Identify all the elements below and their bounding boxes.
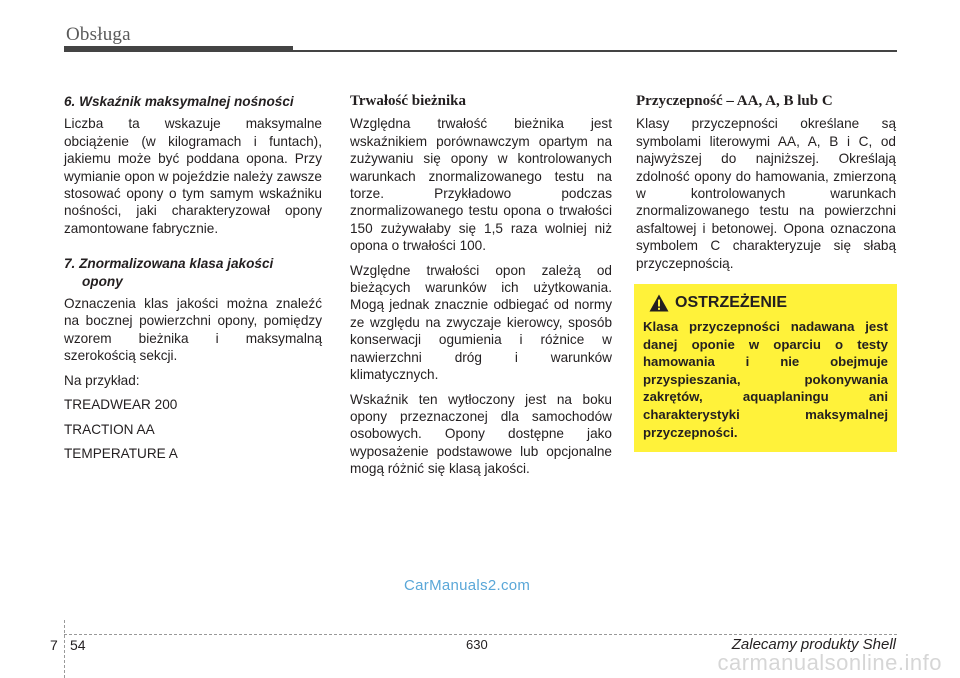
footer-section-number: 7 xyxy=(50,637,58,653)
treadwear-paragraph-2: Względne trwałości opon zależą od bieżących warunków ich użytkowania. Mogą jednak znacznie odbiegać od normy ze względu na zwyczaje kierowcy, sposób konserwacji ogumienia i różnice w nawierzchni dróg i warunków klimatycznych. xyxy=(350,262,612,383)
section-heading-quality-grade xyxy=(64,255,322,290)
footer-separator xyxy=(64,620,65,678)
quality-grade-paragraph: Oznaczenia klas jakości można znaleźć na bocznej powierzchni opony, pomiędzy wzorem bieżnika i maksymalną szerokością sekcji. xyxy=(64,296,322,364)
section-heading-traction: Przyczepność – AA, A, B lub C xyxy=(636,93,833,109)
column-right xyxy=(636,93,896,279)
example-label: Na przykład: xyxy=(64,372,140,388)
watermark-carmanuals: CarManuals2.com xyxy=(404,577,531,594)
example-traction: TRACTION AA xyxy=(64,421,155,437)
footer-rule xyxy=(64,634,897,635)
traction-paragraph: Klasy przyczepności określane są symbolami literowymi AA, A, B i C, od najwyższej do najniższej. Określają zdolność opony do hamowania, zmierzoną w kontrolowanych warunkach znormalizowanego testu na powierzchni asfaltowej i betonowej. Opona oznaczona symbolem C charakteryzuje się słabą przyczepnością. xyxy=(636,116,896,271)
warning-header xyxy=(643,294,888,312)
quality-grade-heading-line1: 7. Znormalizowana klasa jakości xyxy=(64,256,274,272)
corner-watermark: carmanualsonline.info xyxy=(717,650,942,675)
example-temperature: TEMPERATURE A xyxy=(64,445,178,461)
quality-grade-heading-line2: opony xyxy=(82,273,123,289)
warning-triangle-icon xyxy=(649,294,669,312)
footer-center-number: 630 xyxy=(466,637,488,652)
warning-box xyxy=(634,284,897,452)
section-heading-load-index: 6. Wskaźnik maksymalnej nośności xyxy=(64,94,294,109)
treadwear-paragraph-3: Wskaźnik ten wytłoczony jest na boku opony przeznaczonej dla samochodów osobowych. Opony dostępne jako wyposażenie podstawowe lub opcjonalne mogą różnić się klasą jakości. xyxy=(350,391,612,477)
footer-shell-text: Zalecamy produkty Shell xyxy=(731,636,896,653)
footer-page-number: 54 xyxy=(70,637,86,653)
column-middle xyxy=(350,93,612,485)
page-header-title: Obsługa xyxy=(66,24,131,45)
header-rule-thin xyxy=(293,50,897,52)
warning-text: Klasa przyczepności nadawana jest danej oponie w oparciu o testy hamowania i nie obejmuje przyspieszania, pokonywania zakrętów, aquaplaningu ani charakterystyki maksymalnej przyczepności. xyxy=(643,319,888,440)
load-index-paragraph: Liczba ta wskazuje maksymalne obciążenie (w kilogramach i funtach), jakiemu może być poddana opona. Przy wymianie opon w pojeździe należy zawsze stosować opony o tym samym wskaźniku nośności, jaki charakteryzował opony zamontowane fabrycznie. xyxy=(64,116,322,236)
section-heading-treadwear: Trwałość bieżnika xyxy=(350,93,466,109)
treadwear-paragraph-1: Względna trwałość bieżnika jest wskaźnikiem porównawczym opartym na zużywaniu się opony w kontrolowanych warunkach znormalizowanego testu na torze. Przykładowo podczas znormalizowanego testu opona o trwałości 150 zużywałaby się 1,5 raza wolniej niż opona o trwałości 100. xyxy=(350,116,612,254)
warning-title: OSTRZEŻENIE xyxy=(675,294,788,311)
header-rule-thick xyxy=(64,46,293,52)
column-left xyxy=(64,93,322,469)
example-treadwear: TREADWEAR 200 xyxy=(64,397,178,413)
